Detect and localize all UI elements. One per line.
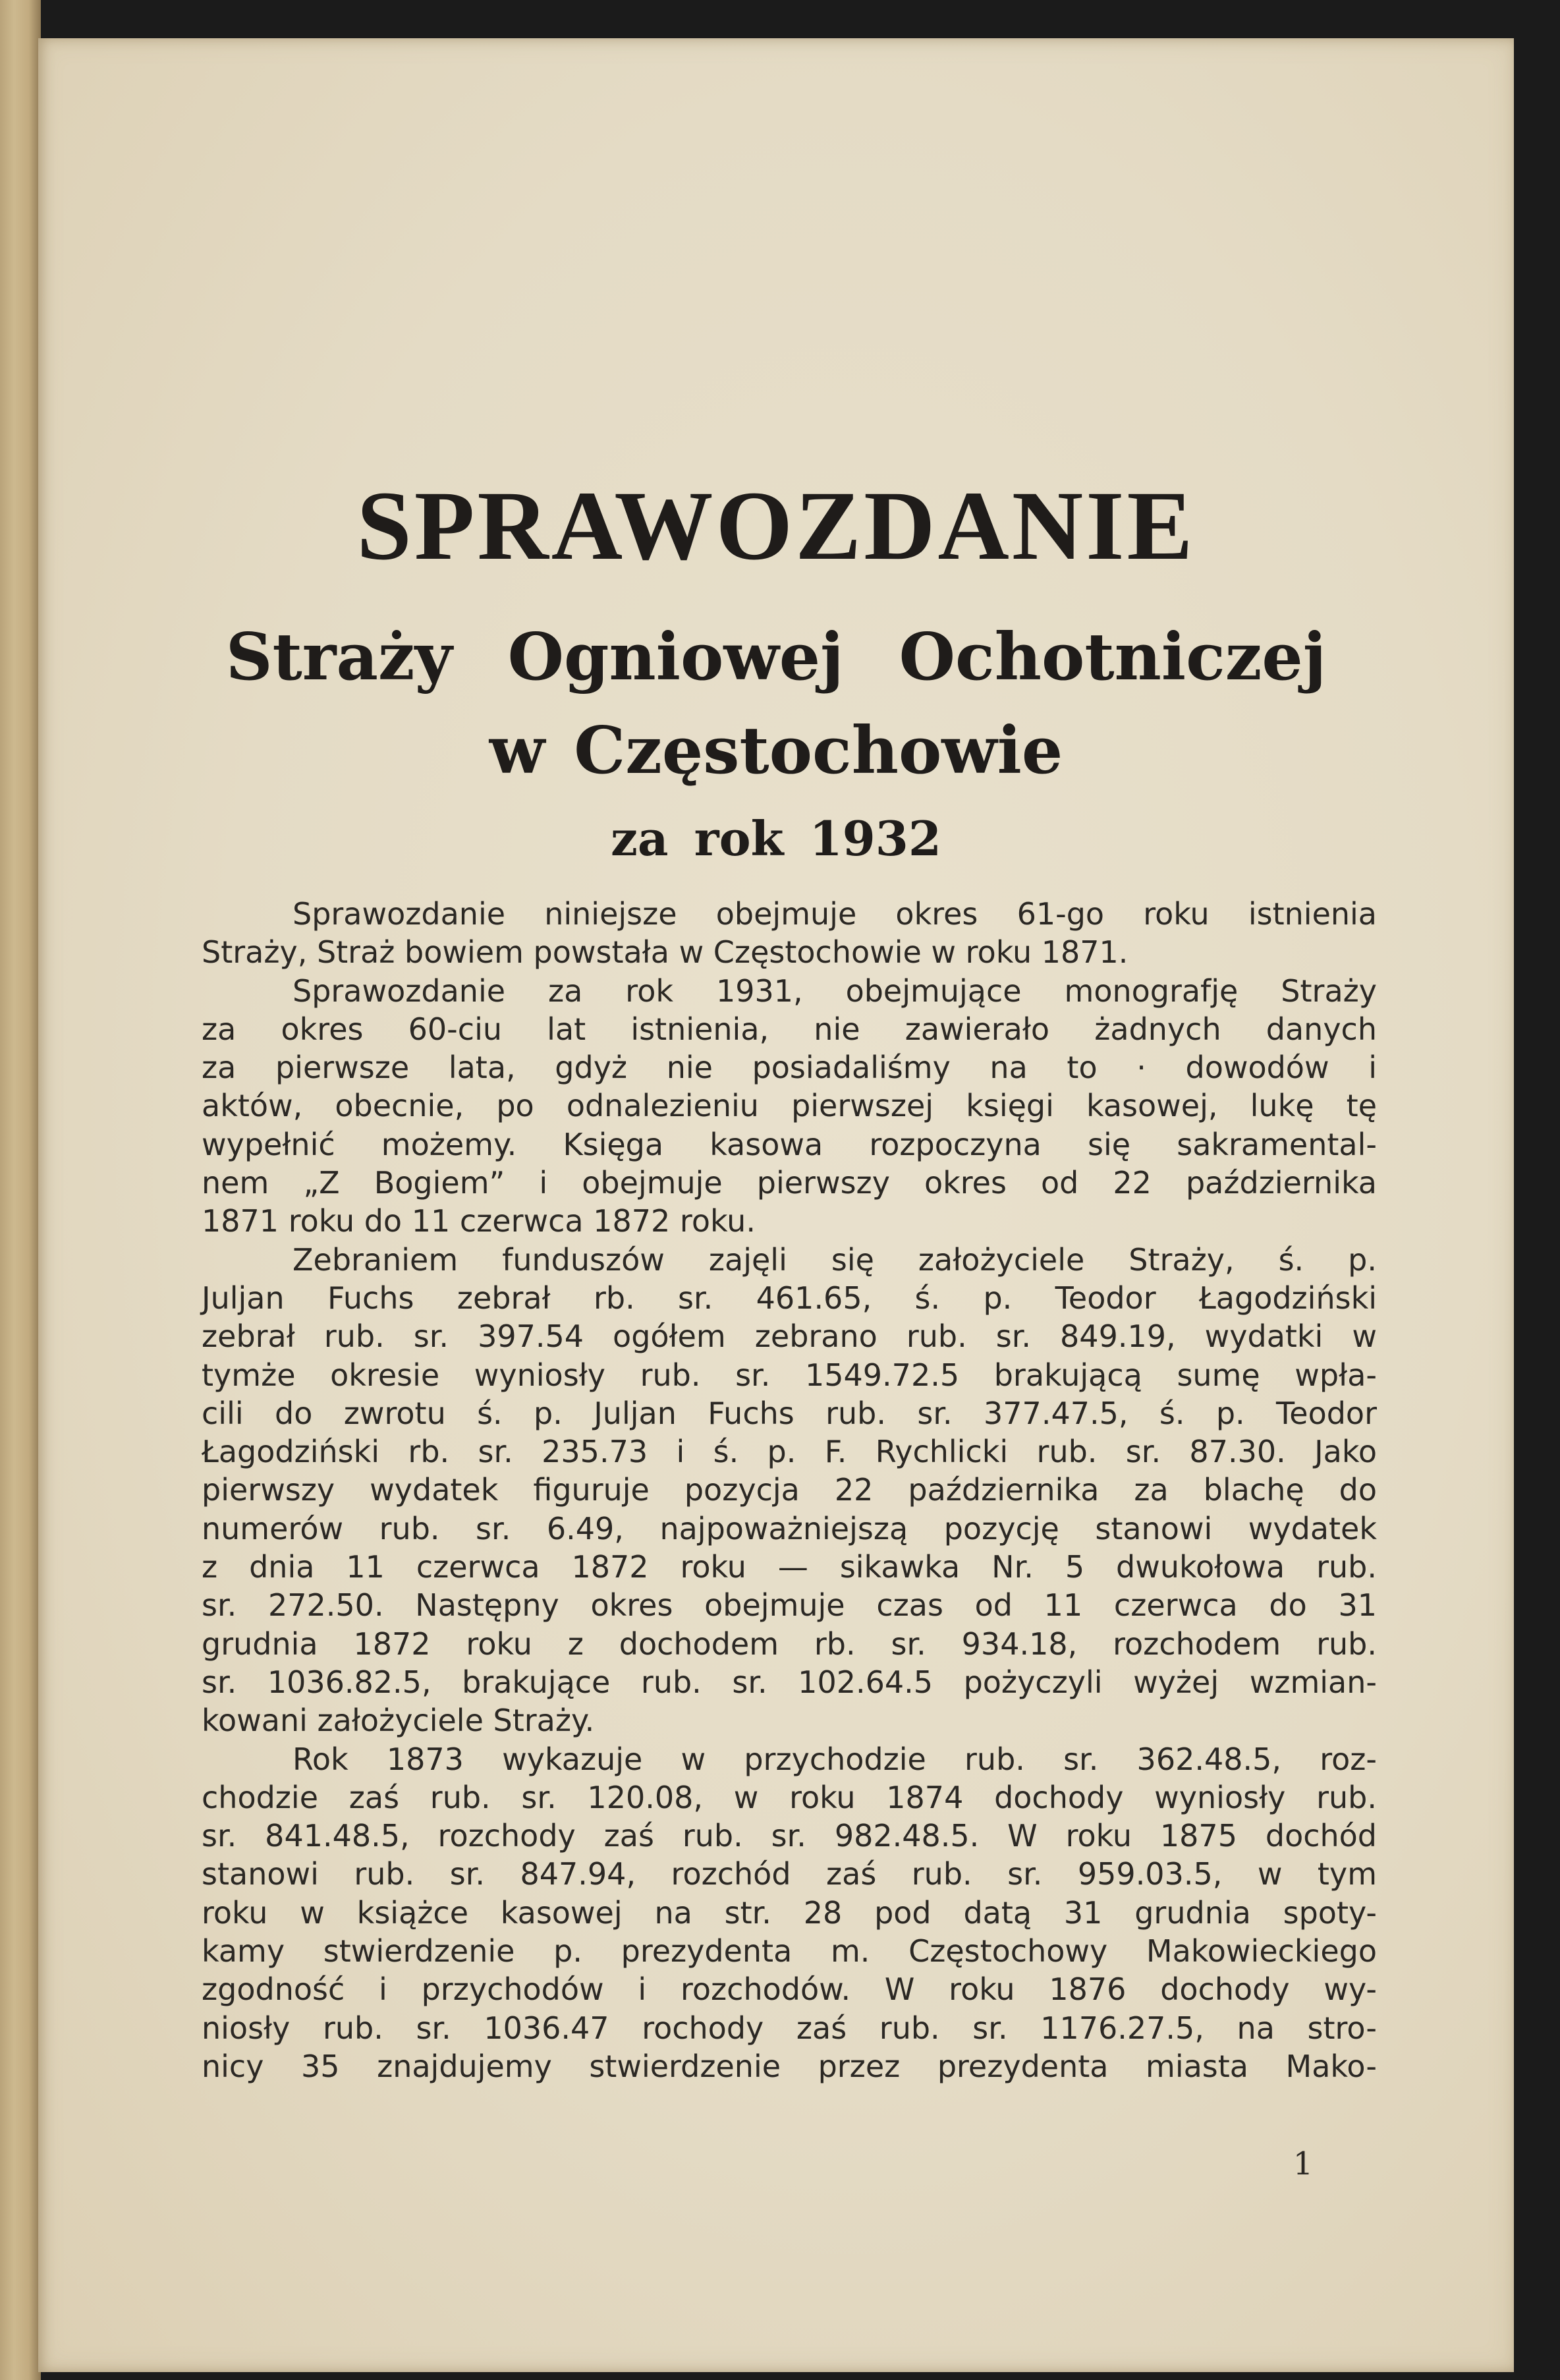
text-line: niosły rub. sr. 1036.47 rochody zaś rub. sr. 1176.27.5, na stro- bbox=[202, 2010, 1377, 2046]
text-line: aktów, obecnie, po odnalezieniu pierwszej księgi kasowej, lukę tę bbox=[202, 1088, 1377, 1124]
page-number: 1 bbox=[1293, 2145, 1314, 2182]
text-line: tymże okresie wyniosły rub. sr. 1549.72.5 brakującą sumę wpła- bbox=[202, 1357, 1377, 1393]
text-line: roku w książce kasowej na str. 28 pod datą 31 grudnia spoty- bbox=[202, 1894, 1377, 1931]
text-line: Łagodziński rb. sr. 235.73 i ś. p. F. Rychlicki rub. sr. 87.30. Jako bbox=[202, 1434, 1377, 1470]
text-line: sr. 272.50. Następny okres obejmuje czas od 11 czerwca do 31 bbox=[202, 1587, 1377, 1624]
text-line: grudnia 1872 roku z dochodem rb. sr. 934.18, rozchodem rub. bbox=[202, 1626, 1377, 1662]
paragraph-4 bbox=[202, 1740, 1377, 2086]
text-line: Sprawozdanie niniejsze obejmuje okres 61-go roku istnienia bbox=[292, 896, 1377, 932]
subtitle-city: w Częstochowie bbox=[489, 713, 1063, 789]
text-line: nem „Z Bogiem” i obejmuje pierwszy okres od 22 października bbox=[202, 1165, 1377, 1201]
text-line: za okres 60-ciu lat istnienia, nie zawierało żadnych danych bbox=[202, 1011, 1377, 1047]
text-line: sr. 841.48.5, rozchody zaś rub. sr. 982.48.5. W roku 1875 dochód bbox=[202, 1818, 1377, 1854]
text-line: zgodność i przychodów i rozchodów. W roku 1876 dochody wy- bbox=[202, 1971, 1377, 2008]
paragraph-3 bbox=[202, 1241, 1377, 1740]
subtitle-year: za rok 1932 bbox=[611, 810, 941, 866]
document-page bbox=[38, 38, 1514, 2372]
text-line: kowani założyciele Straży. bbox=[202, 1703, 595, 1739]
document-title: SPRAWOZDANIE bbox=[356, 471, 1196, 581]
text-line: pierwszy wydatek figuruje pozycja 22 października za blachę do bbox=[202, 1472, 1377, 1508]
text-line: Juljan Fuchs zebrał rb. sr. 461.65, ś. p. Teodor Łagodziński bbox=[202, 1280, 1377, 1316]
text-line: wypełnić możemy. Księga kasowa rozpoczyna się sakramental- bbox=[202, 1126, 1377, 1162]
text-line: Straży, Straż bowiem powstała w Częstochowie w roku 1871. bbox=[202, 934, 1128, 971]
text-line: Sprawozdanie za rok 1931, obejmujące monografję Straży bbox=[292, 973, 1377, 1009]
text-line: Zebraniem funduszów zajęli się założyciele Straży, ś. p. bbox=[292, 1241, 1377, 1278]
text-line: cili do zwrotu ś. p. Juljan Fuchs rub. sr. 377.47.5, ś. p. Teodor bbox=[202, 1395, 1377, 1431]
text-line: zebrał rub. sr. 397.54 ogółem zebrano rub. sr. 849.19, wydatki w bbox=[202, 1318, 1377, 1355]
text-line: za pierwsze lata, gdyż nie posiadaliśmy na to · dowodów i bbox=[202, 1050, 1377, 1086]
text-line: chodzie zaś rub. sr. 120.08, w roku 1874 dochody wyniosły rub. bbox=[202, 1779, 1377, 1815]
paragraph-1 bbox=[202, 895, 1377, 972]
text-line: 1871 roku do 11 czerwca 1872 roku. bbox=[202, 1203, 756, 1239]
text-line: z dnia 11 czerwca 1872 roku — sikawka Nr. 5 dwukołowa rub. bbox=[202, 1549, 1377, 1585]
text-line: nicy 35 znajdujemy stwierdzenie przez prezydenta miasta Mako- bbox=[202, 2048, 1377, 2084]
text-line: sr. 1036.82.5, brakujące rub. sr. 102.64.5 pożyczyli wyżej wzmian- bbox=[202, 1664, 1377, 1700]
text-line: Rok 1873 wykazuje w przychodzie rub. sr. 362.48.5, roz- bbox=[292, 1741, 1377, 1777]
subtitle-organization: Straży Ogniowej Ochotniczej bbox=[225, 619, 1327, 695]
text-line: kamy stwierdzenie p. prezydenta m. Częstochowy Makowieckiego bbox=[202, 1933, 1377, 1969]
text-line: stanowi rub. sr. 847.94, rozchód zaś rub. sr. 959.03.5, w tym bbox=[202, 1856, 1377, 1892]
previous-page-edge bbox=[0, 0, 41, 2380]
paragraph-2 bbox=[202, 972, 1377, 1241]
text-line: numerów rub. sr. 6.49, najpoważniejszą pozycję stanowi wydatek bbox=[202, 1510, 1377, 1546]
body-text bbox=[202, 895, 1377, 2085]
